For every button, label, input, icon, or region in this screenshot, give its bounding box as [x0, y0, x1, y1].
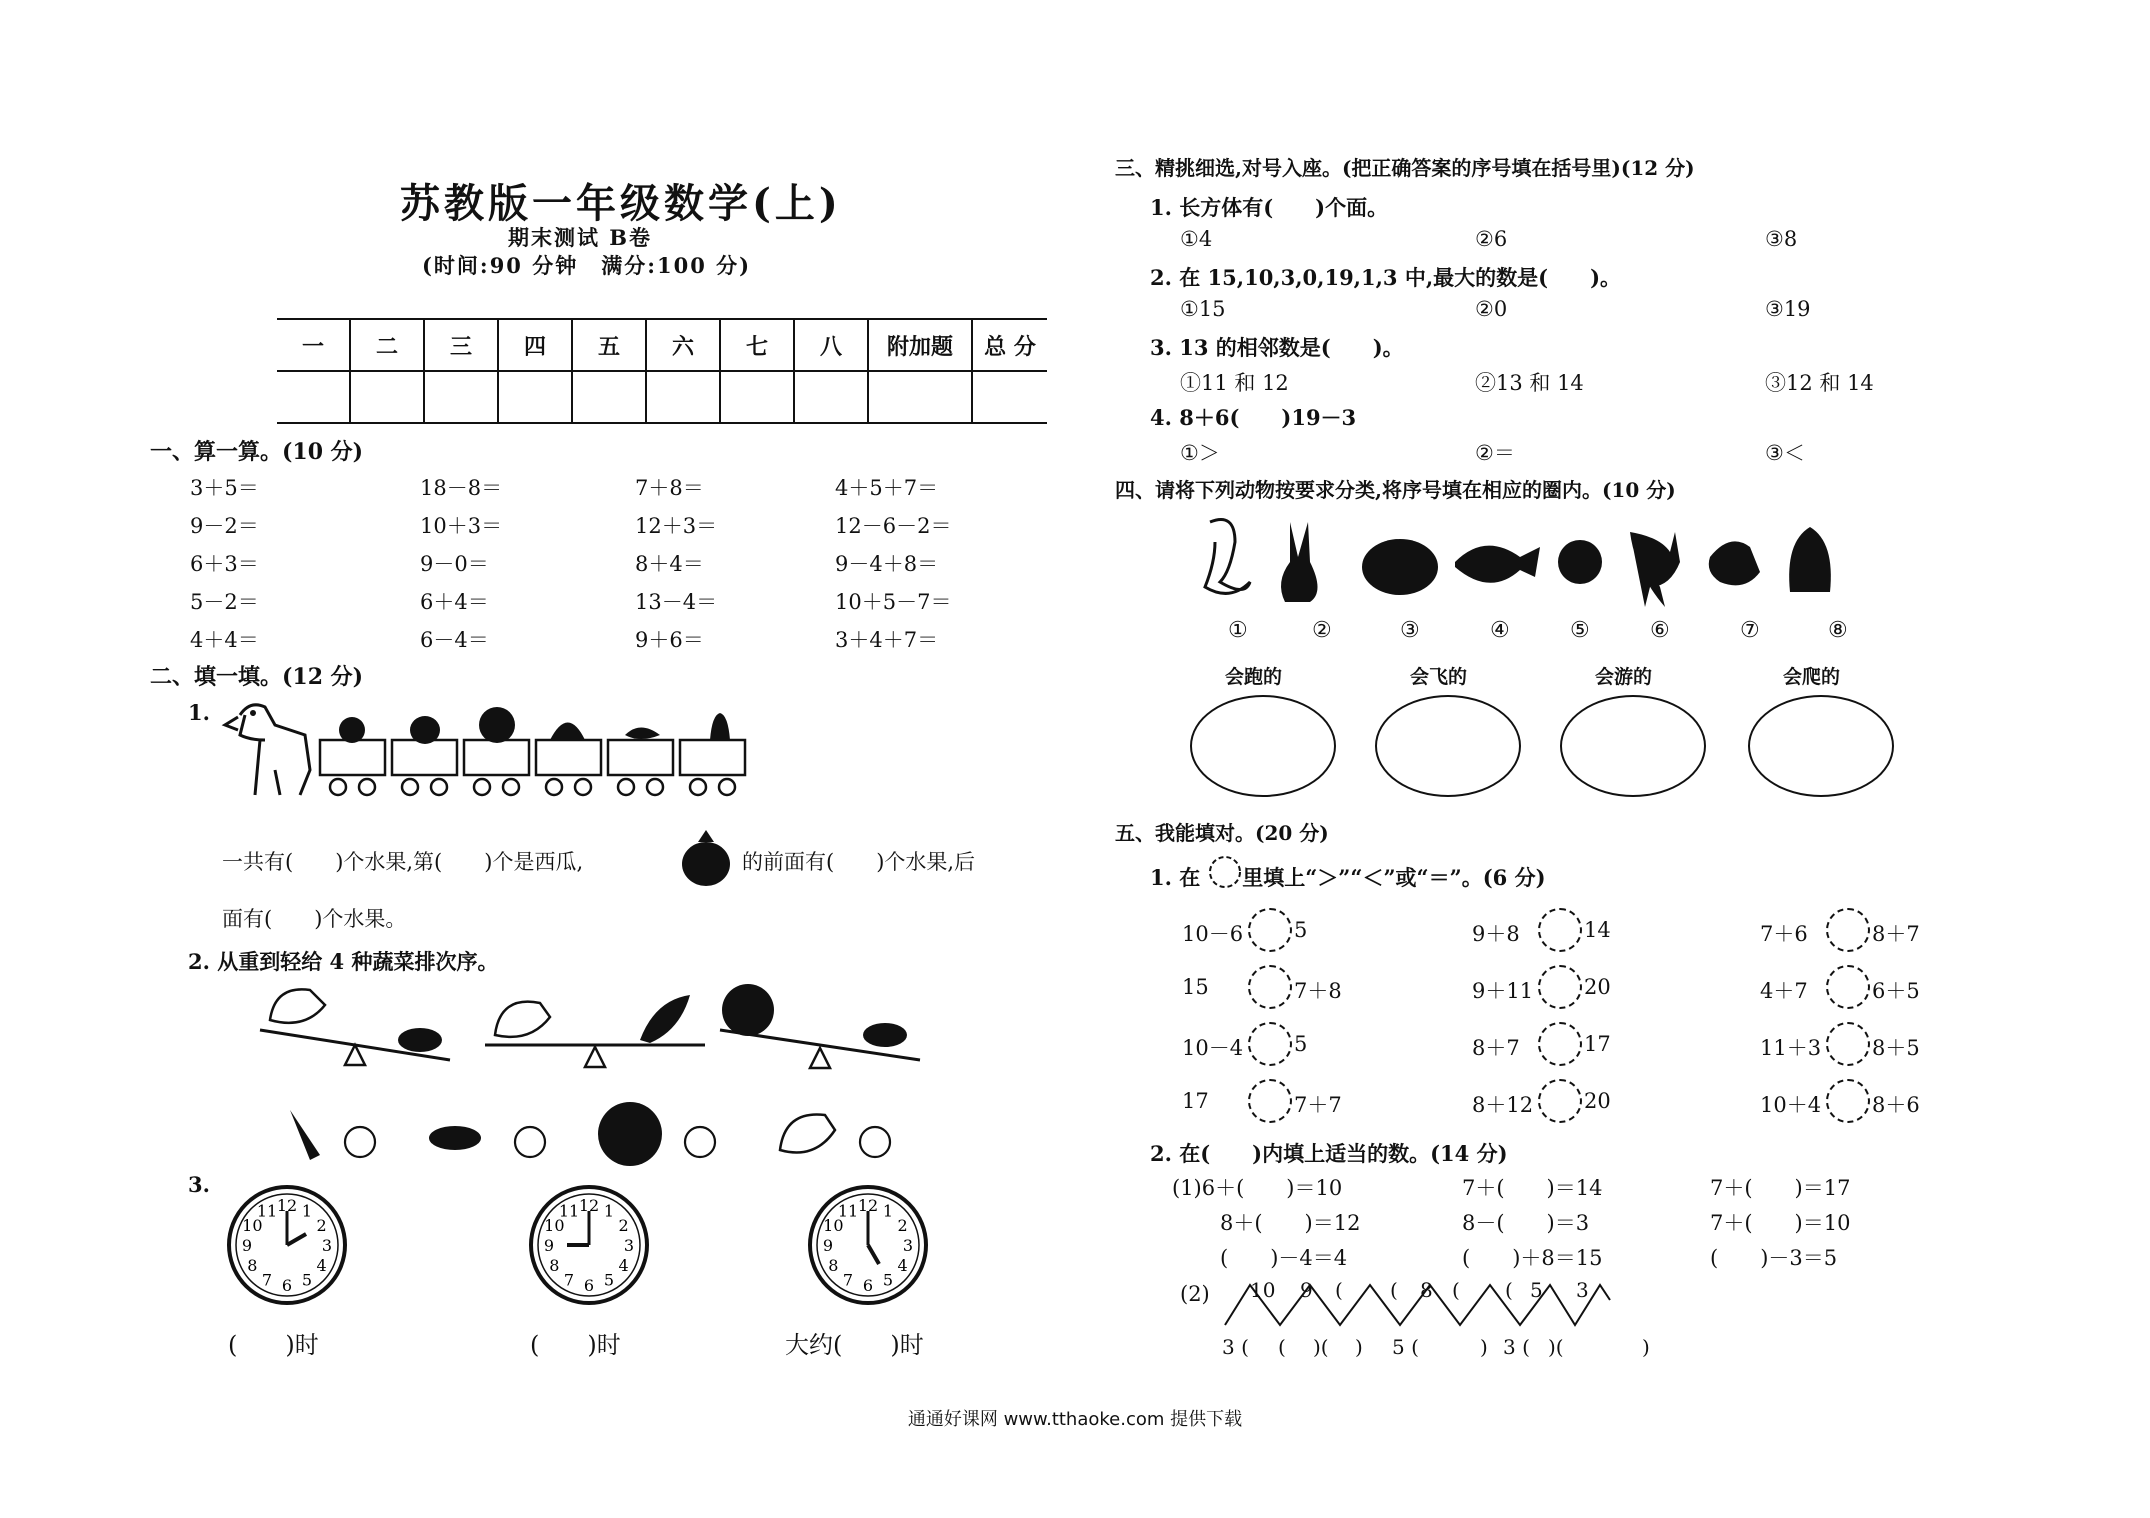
- compare-flower-input[interactable]: [1538, 1022, 1582, 1066]
- score-col-header: 六: [646, 319, 720, 371]
- clock-number: 6: [583, 1276, 595, 1295]
- score-col-header: 四: [498, 319, 572, 371]
- zigzag-label: (2): [1180, 1282, 1210, 1306]
- category-oval[interactable]: [1375, 695, 1521, 797]
- clock-number: 6: [281, 1276, 293, 1295]
- score-col-header: 总 分: [972, 319, 1047, 371]
- zigzag-bottom-value[interactable]: ): [1480, 1335, 1488, 1359]
- clock-number: 12: [578, 1196, 600, 1215]
- score-col-header: 一: [277, 319, 350, 371]
- compare-flower-input[interactable]: [1538, 965, 1582, 1009]
- zigzag-bottom-value[interactable]: 3 (: [1503, 1335, 1530, 1359]
- score-col-header: 七: [720, 319, 794, 371]
- clock-number: 11: [558, 1201, 580, 1221]
- clock-number: 7: [261, 1270, 273, 1290]
- answer-option[interactable]: ②6: [1475, 227, 1508, 251]
- answer-option[interactable]: ①15: [1180, 297, 1226, 321]
- arithmetic-problem[interactable]: 7＋8＝: [635, 476, 704, 500]
- animal-number: ⑤: [1570, 618, 1590, 643]
- clock-answer-1: ( )时: [228, 1331, 319, 1359]
- compare-left: 8＋12: [1472, 1093, 1534, 1117]
- zigzag-bottom-value[interactable]: )(: [1313, 1335, 1329, 1359]
- clock-number: 8: [247, 1256, 258, 1275]
- bird-icon: [1630, 532, 1680, 607]
- score-col-header: 二: [350, 319, 424, 371]
- compare-right: 8＋6: [1872, 1093, 1920, 1117]
- category-oval[interactable]: [1560, 695, 1706, 797]
- flower-icon: [1205, 852, 1245, 892]
- hour-hand: [868, 1245, 879, 1264]
- clock-answer-2: ( )时: [530, 1331, 621, 1359]
- category-oval[interactable]: [1748, 695, 1894, 797]
- clock-number: 4: [316, 1256, 327, 1275]
- compare-right: 5: [1294, 918, 1308, 942]
- clock-number: 10: [823, 1216, 844, 1235]
- question-number: 1.: [188, 700, 210, 725]
- compare-right: 20: [1584, 975, 1611, 999]
- zigzag-top-value[interactable]: 3: [1576, 1278, 1589, 1302]
- arithmetic-problem[interactable]: 12＋3＝: [635, 514, 718, 538]
- q1-text-line1b: 的前面有( )个水果,后: [742, 850, 976, 874]
- clock-answer-3: 大约( )时: [785, 1331, 924, 1359]
- clock-number: 4: [618, 1256, 629, 1275]
- animal-number: ④: [1490, 618, 1510, 643]
- answer-option[interactable]: ③12 和 14: [1765, 371, 1874, 395]
- clock-number: 4: [897, 1256, 908, 1275]
- clock-number: 7: [563, 1270, 575, 1290]
- zigzag-top-value[interactable]: 9: [1300, 1278, 1313, 1302]
- arithmetic-problem[interactable]: 3＋4＋7＝: [835, 628, 939, 652]
- fill-blank-problem[interactable]: 8－( )＝3: [1462, 1211, 1590, 1235]
- compare-flower-input[interactable]: [1826, 1079, 1870, 1123]
- clock-number: 11: [837, 1201, 859, 1221]
- compare-flower-input[interactable]: [1248, 1079, 1292, 1123]
- question-text: 2. 在 15,10,3,0,19,1,3 中,最大的数是( )。: [1150, 265, 1622, 290]
- animal-number: ⑥: [1650, 618, 1670, 643]
- clock-face-icon: [229, 1187, 345, 1303]
- animal-number: ③: [1400, 618, 1420, 643]
- zigzag-bottom-value[interactable]: ): [1355, 1335, 1363, 1359]
- arithmetic-problem[interactable]: 9＋6＝: [635, 628, 704, 652]
- zigzag-top-value[interactable]: (: [1335, 1278, 1343, 1302]
- compare-flower-input[interactable]: [1248, 965, 1292, 1009]
- s5-q1-text: 1. 在 里填上“＞”“＜”或“＝”。(6 分): [1150, 865, 1546, 890]
- arithmetic-problem[interactable]: 4＋5＋7＝: [835, 476, 939, 500]
- clock-number: 2: [316, 1216, 327, 1235]
- compare-flower-input[interactable]: [1826, 965, 1870, 1009]
- panda-icon: [1558, 540, 1602, 584]
- compare-flower-input[interactable]: [1248, 1022, 1292, 1066]
- zigzag-top-value[interactable]: 5: [1530, 1278, 1543, 1302]
- zigzag-top-value[interactable]: 8: [1420, 1278, 1433, 1302]
- page-subtitle: 期末测试 B卷: [508, 225, 653, 250]
- answer-option[interactable]: ②＝: [1475, 441, 1515, 465]
- fill-blank-problem[interactable]: 8＋( )＝12: [1220, 1211, 1361, 1235]
- section-5-title: 五、我能填对。(20 分): [1115, 821, 1329, 845]
- compare-left: 8＋7: [1472, 1036, 1520, 1060]
- clock-number: 10: [242, 1216, 263, 1235]
- question-text: 1. 长方体有( )个面。: [1150, 195, 1389, 220]
- zigzag-bottom-value[interactable]: (: [1278, 1335, 1286, 1359]
- compare-right: 7＋7: [1294, 1093, 1342, 1117]
- clock-number: 12: [276, 1196, 298, 1215]
- fill-blank-problem[interactable]: ( )－3＝5: [1710, 1246, 1838, 1270]
- category-label: 会飞的: [1410, 666, 1468, 688]
- clock-number: 9: [241, 1236, 253, 1255]
- arithmetic-problem[interactable]: 9－4＋8＝: [835, 552, 939, 576]
- clock-number: 6: [862, 1276, 874, 1295]
- section-2-title: 二、填一填。(12 分): [150, 664, 364, 690]
- clock-number: 8: [828, 1256, 839, 1275]
- animal-number: ①: [1228, 618, 1248, 643]
- animals-illustration: [1190, 512, 1840, 612]
- fill-blank-problem[interactable]: ( )＋8＝15: [1462, 1246, 1603, 1270]
- arithmetic-problem[interactable]: 12－6－2＝: [835, 514, 952, 538]
- category-oval[interactable]: [1190, 695, 1336, 797]
- penguin-icon: [1789, 527, 1831, 592]
- answer-option[interactable]: ③19: [1765, 297, 1811, 321]
- snake-icon: [1205, 520, 1250, 594]
- fill-blank-problem[interactable]: 7＋( )＝17: [1710, 1176, 1851, 1200]
- clock-number: 12: [857, 1196, 879, 1215]
- arithmetic-problem[interactable]: 10＋3＝: [420, 514, 503, 538]
- section-3-title: 三、精挑细选,对号入座。(把正确答案的序号填在括号里)(12 分): [1115, 156, 1695, 180]
- compare-right: 14: [1584, 918, 1611, 942]
- section-1-title: 一、算一算。(10 分): [150, 439, 364, 465]
- clock-number: 5: [603, 1270, 615, 1290]
- answer-option[interactable]: ②13 和 14: [1475, 371, 1584, 395]
- animal-number: ⑧: [1828, 618, 1848, 643]
- answer-option[interactable]: ③8: [1765, 227, 1798, 251]
- q3-number: 3.: [188, 1172, 210, 1197]
- question-text: 3. 13 的相邻数是( )。: [1150, 335, 1404, 360]
- arithmetic-problem[interactable]: 9－2＝: [190, 514, 259, 538]
- clock-number: 7: [842, 1270, 854, 1290]
- arithmetic-problem[interactable]: 13－4＝: [635, 590, 718, 614]
- zigzag-bottom-value[interactable]: ): [1642, 1335, 1650, 1359]
- clock-number: 1: [301, 1201, 313, 1221]
- clock-number: 5: [301, 1270, 313, 1290]
- compare-flower-input[interactable]: [1538, 1079, 1582, 1123]
- fill-blank-problem[interactable]: 7＋( )＝14: [1462, 1176, 1603, 1200]
- clock-number: 9: [822, 1236, 834, 1255]
- clock-number: 3: [321, 1236, 333, 1255]
- clock-number: 1: [882, 1201, 894, 1221]
- clock-face-icon: [531, 1187, 647, 1303]
- score-col-header: 八: [794, 319, 868, 371]
- compare-right: 17: [1584, 1032, 1611, 1056]
- rabbit-icon: [1281, 522, 1318, 602]
- clock-number: 11: [256, 1201, 278, 1221]
- clock-number: 3: [623, 1236, 635, 1255]
- arithmetic-problem[interactable]: 8＋4＝: [635, 552, 704, 576]
- s5-q2-text: 2. 在( )内填上适当的数。(14 分): [1150, 1141, 1508, 1166]
- hour-hand: [287, 1234, 306, 1245]
- footer-text: 通通好课网 www.tthaoke.com 提供下载: [907, 1409, 1243, 1430]
- q1-text-line1a: 一共有( )个水果,第( )个是西瓜,: [222, 850, 584, 874]
- score-col-header: 三: [424, 319, 498, 371]
- question-text: 4. 8＋6( )19－3: [1150, 405, 1357, 430]
- zigzag-bottom-value[interactable]: )(: [1548, 1335, 1564, 1359]
- fill-blank-problem[interactable]: (1)6＋( )＝10: [1172, 1176, 1343, 1200]
- clock-number: 1: [603, 1201, 615, 1221]
- section-4-title: 四、请将下列动物按要求分类,将序号填在相应的圈内。(10 分): [1115, 478, 1676, 502]
- compare-left: 7＋6: [1760, 922, 1808, 946]
- arithmetic-problem[interactable]: 9－0＝: [420, 552, 489, 576]
- arithmetic-problem[interactable]: 5－2＝: [190, 590, 259, 614]
- arithmetic-problem[interactable]: 3＋5＝: [190, 476, 259, 500]
- compare-flower-input[interactable]: [1538, 908, 1582, 952]
- clock-face-icon: [810, 1187, 926, 1303]
- compare-left: 4＋7: [1760, 979, 1808, 1003]
- answer-option[interactable]: ①11 和 12: [1180, 371, 1289, 395]
- clock-number: 10: [544, 1216, 565, 1235]
- compare-right: 7＋8: [1294, 979, 1342, 1003]
- compare-left: 9＋8: [1472, 922, 1520, 946]
- time-info: (时间:90 分钟 满分:100 分): [422, 253, 752, 278]
- compare-flower-input[interactable]: [1826, 908, 1870, 952]
- arithmetic-problem[interactable]: 4＋4＝: [190, 628, 259, 652]
- zigzag-top-value[interactable]: 10: [1250, 1278, 1276, 1302]
- q1-text-line2: 面有( )个水果。: [222, 907, 407, 931]
- fill-blank-problem[interactable]: ( )－4＝4: [1220, 1246, 1348, 1270]
- compare-left: 10－6: [1182, 922, 1244, 946]
- clock-number: 8: [549, 1256, 560, 1275]
- compare-left: 11＋3: [1760, 1036, 1822, 1060]
- q2-text: 2. 从重到轻给 4 种蔬菜排次序。: [188, 949, 499, 974]
- score-col-header: 五: [572, 319, 646, 371]
- fill-blank-problem[interactable]: 7＋( )＝10: [1710, 1211, 1851, 1235]
- compare-left: 17: [1182, 1089, 1209, 1113]
- compare-left: 15: [1182, 975, 1209, 999]
- arithmetic-problem[interactable]: 6－4＝: [420, 628, 489, 652]
- turtle-icon: [1362, 539, 1438, 595]
- arithmetic-problem[interactable]: 18－8＝: [420, 476, 503, 500]
- clock-number: 5: [882, 1270, 894, 1290]
- clock-number: 3: [902, 1236, 914, 1255]
- clock-number: 2: [618, 1216, 629, 1235]
- compare-right: 5: [1294, 1032, 1308, 1056]
- compare-flower-input[interactable]: [1248, 908, 1292, 952]
- fish-icon: [1455, 546, 1540, 583]
- answer-option[interactable]: ①4: [1180, 227, 1213, 251]
- category-label: 会游的: [1595, 666, 1653, 688]
- score-col-header: 附加题: [868, 319, 972, 371]
- answer-option[interactable]: ①＞: [1180, 441, 1220, 465]
- answer-option[interactable]: ③＜: [1765, 441, 1805, 465]
- compare-left: 9＋11: [1472, 979, 1534, 1003]
- animal-number: ②: [1312, 618, 1332, 643]
- arithmetic-problem[interactable]: 6＋4＝: [420, 590, 489, 614]
- zigzag-top-value[interactable]: (: [1505, 1278, 1513, 1302]
- category-label: 会跑的: [1225, 666, 1283, 688]
- zigzag-bottom-value[interactable]: 3 (: [1222, 1335, 1249, 1359]
- clock-number: 2: [897, 1216, 908, 1235]
- category-label: 会爬的: [1783, 666, 1841, 688]
- page-title: 苏教版一年级数学(上): [400, 180, 842, 227]
- clock-number: 9: [543, 1236, 555, 1255]
- arithmetic-problem[interactable]: 6＋3＝: [190, 552, 259, 576]
- compare-right: 8＋5: [1872, 1036, 1920, 1060]
- arithmetic-problem[interactable]: 10＋5－7＝: [835, 590, 952, 614]
- answer-option[interactable]: ②0: [1475, 297, 1508, 321]
- compare-right: 20: [1584, 1089, 1611, 1113]
- compare-left: 10－4: [1182, 1036, 1244, 1060]
- zigzag-bottom-value[interactable]: 5 (: [1392, 1335, 1419, 1359]
- compare-flower-input[interactable]: [1826, 1022, 1870, 1066]
- compare-right: 8＋7: [1872, 922, 1920, 946]
- compare-right: 6＋5: [1872, 979, 1920, 1003]
- duck-icon: [1709, 541, 1760, 585]
- compare-left: 10＋4: [1760, 1093, 1822, 1117]
- zigzag-top-value[interactable]: (: [1390, 1278, 1398, 1302]
- animal-number: ⑦: [1740, 618, 1760, 643]
- zigzag-top-value[interactable]: (: [1452, 1278, 1460, 1302]
